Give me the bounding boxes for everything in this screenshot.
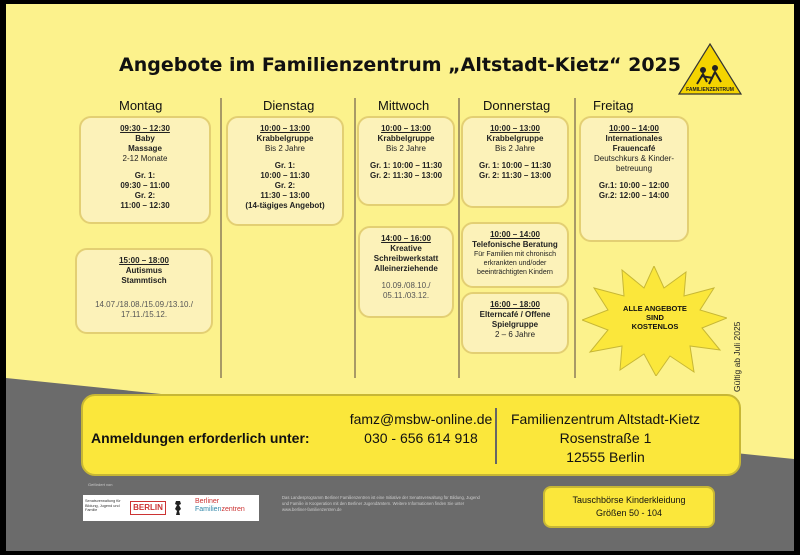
card-desc: Für Familien mit chronisch bbox=[473, 251, 557, 258]
burst-line: KOSTENLOS bbox=[631, 322, 679, 331]
card-title: Spielgruppe bbox=[491, 320, 539, 329]
card-desc: beeinträchtigten Kindern bbox=[477, 269, 553, 276]
card-dates: 17.11./15.12. bbox=[120, 310, 168, 319]
card-baby-massage bbox=[79, 116, 211, 224]
card-title: Telefonische Beratung bbox=[472, 240, 558, 249]
card-krabbelgruppe-dienstag bbox=[226, 116, 344, 226]
group-time: Gr. 1: 10:00 – 11:30 bbox=[369, 161, 443, 170]
berlin-logo: BERLIN bbox=[130, 501, 166, 515]
group-time: Gr.2: 12:00 – 14:00 bbox=[598, 191, 670, 200]
group-time: Gr. 2: 11:30 – 13:00 bbox=[369, 171, 443, 180]
card-time: 14:00 – 16:00 bbox=[381, 234, 431, 243]
tausch-line: Tauschbörse Kinderkleidung bbox=[572, 495, 686, 505]
card-time: 16:00 – 18:00 bbox=[490, 300, 540, 309]
group-label: Gr. 1: bbox=[134, 171, 156, 180]
card-time: 15:00 – 18:00 bbox=[119, 256, 169, 265]
card-dates: 05.11./03.12. bbox=[382, 291, 430, 300]
card-time: 10:00 – 13:00 bbox=[260, 124, 310, 133]
card-schreibwerkstatt bbox=[358, 226, 454, 318]
day-montag: Montag bbox=[119, 98, 163, 113]
burst-text bbox=[615, 304, 695, 331]
tausch-line: Größen 50 - 104 bbox=[595, 508, 663, 518]
card-title: Stammtisch bbox=[121, 276, 167, 285]
berliner-familienzentren-logo bbox=[195, 498, 257, 514]
card-note: (14-tägiges Angebot) bbox=[245, 201, 325, 210]
contact-info bbox=[326, 410, 516, 448]
column-divider bbox=[220, 98, 222, 378]
column-divider bbox=[458, 98, 460, 378]
card-age: Bis 2 Jahre bbox=[494, 144, 536, 153]
group-time: 10:00 – 11:30 bbox=[260, 171, 310, 180]
familienzentrum-logo bbox=[677, 40, 743, 98]
card-age: Bis 2 Jahre bbox=[264, 144, 306, 153]
card-title: Massage bbox=[128, 144, 162, 153]
card-age: 2-12 Monate bbox=[122, 154, 168, 163]
group-time: 11:00 – 12:30 bbox=[120, 201, 170, 210]
bfz-line: Familien bbox=[195, 506, 222, 513]
email-link[interactable]: famz@msbw-online.de bbox=[349, 411, 493, 427]
card-frauencafe bbox=[579, 116, 689, 242]
poster bbox=[6, 4, 794, 551]
banner-divider bbox=[495, 408, 497, 464]
card-krabbelgruppe-mittwoch bbox=[357, 116, 455, 206]
day-donnerstag: Donnerstag bbox=[483, 98, 551, 113]
address-street: Rosenstraße 1 bbox=[559, 430, 652, 446]
card-desc: Deutschkurs & Kinder- bbox=[593, 154, 675, 163]
tauschboerse-box bbox=[543, 486, 715, 528]
day-dienstag: Dienstag bbox=[263, 98, 315, 113]
registration-label: Anmeldungen erforderlich unter: bbox=[91, 430, 310, 446]
card-elterncafe bbox=[461, 292, 569, 354]
page-title: Angebote im Familienzentrum „Altstadt-Kietz“ 2025 bbox=[119, 54, 681, 76]
sponsor-logos bbox=[83, 495, 259, 521]
group-label: Gr. 1: bbox=[274, 161, 296, 170]
address-block bbox=[508, 410, 703, 467]
card-title: Krabbelgruppe bbox=[256, 134, 314, 143]
card-title: Schreibwerkstatt bbox=[373, 254, 439, 263]
card-desc: betreuung bbox=[615, 164, 653, 173]
card-time: 10:00 – 13:00 bbox=[490, 124, 540, 133]
valid-from-text: Gültig ab Juli 2025 bbox=[732, 321, 742, 392]
card-title: Elterncafé / Offene bbox=[479, 310, 551, 319]
card-title: Alleinerziehende bbox=[374, 264, 438, 273]
card-title: Krabbelgruppe bbox=[486, 134, 544, 143]
bfz-line: zentren bbox=[221, 506, 245, 513]
footer-info-text: Das Landesprogramm Berliner Familienzentren ist eine Initiative der Senatsverwaltung für Bildung, Jugend und Familie in Kooperation mit den Berliner Jugendämtern. Weitere Informationen finden Sie unter www.berliner-familienzentren.de bbox=[282, 495, 480, 512]
bfz-line: Berliner bbox=[195, 498, 220, 505]
card-title: Autismus bbox=[125, 266, 163, 275]
day-mittwoch: Mittwoch bbox=[378, 98, 430, 113]
group-label: Gr. 2: bbox=[134, 191, 156, 200]
card-age: 2 – 6 Jahre bbox=[494, 330, 536, 339]
address-city: 12555 Berlin bbox=[566, 449, 645, 465]
logo-text: FAMILIENZENTRUM bbox=[686, 87, 734, 93]
group-time: Gr. 1: 10:00 – 11:30 bbox=[478, 161, 552, 170]
card-autismus-stammtisch bbox=[75, 248, 213, 334]
card-time: 10:00 – 14:00 bbox=[609, 124, 659, 133]
address-name: Familienzentrum Altstadt-Kietz bbox=[510, 411, 701, 427]
card-title: Internationales bbox=[605, 134, 663, 143]
day-freitag: Freitag bbox=[593, 98, 634, 113]
phone-number[interactable]: 030 - 656 614 918 bbox=[364, 430, 478, 446]
column-divider bbox=[574, 98, 576, 378]
berlin-bear-icon bbox=[173, 500, 183, 516]
burst-line: ALLE ANGEBOTE bbox=[623, 304, 687, 313]
card-title: Frauencafé bbox=[612, 144, 656, 153]
card-dates: 10.09./08.10./ bbox=[381, 281, 431, 290]
card-krabbelgruppe-donnerstag bbox=[461, 116, 569, 208]
card-dates: 14.07./18.08./15.09./13.10./ bbox=[95, 300, 193, 309]
column-divider bbox=[354, 98, 356, 378]
group-time: Gr. 2: 11:30 – 13:00 bbox=[478, 171, 552, 180]
card-desc: erkrankten und/oder bbox=[483, 260, 547, 267]
card-title: Krabbelgruppe bbox=[377, 134, 435, 143]
senat-logo: Senatsverwaltung für Bildung, Jugend und Familie bbox=[85, 499, 121, 512]
group-time: 09:30 – 11:00 bbox=[120, 181, 170, 190]
card-time: 10:00 – 13:00 bbox=[381, 124, 431, 133]
funded-by-label: Gefördert von bbox=[88, 482, 113, 487]
group-time: Gr.1: 10:00 – 12:00 bbox=[598, 181, 670, 190]
card-time: 10:00 – 14:00 bbox=[490, 230, 540, 239]
card-age: Bis 2 Jahre bbox=[385, 144, 427, 153]
registration-banner bbox=[81, 394, 741, 476]
card-title: Kreative bbox=[390, 244, 422, 253]
group-label: Gr. 2: bbox=[274, 181, 296, 190]
card-title: Baby bbox=[135, 134, 155, 143]
card-time: 09:30 – 12:30 bbox=[120, 124, 170, 133]
group-time: 11:30 – 13:00 bbox=[260, 191, 310, 200]
card-telefonische-beratung bbox=[461, 222, 569, 288]
burst-line: SIND bbox=[646, 313, 664, 322]
